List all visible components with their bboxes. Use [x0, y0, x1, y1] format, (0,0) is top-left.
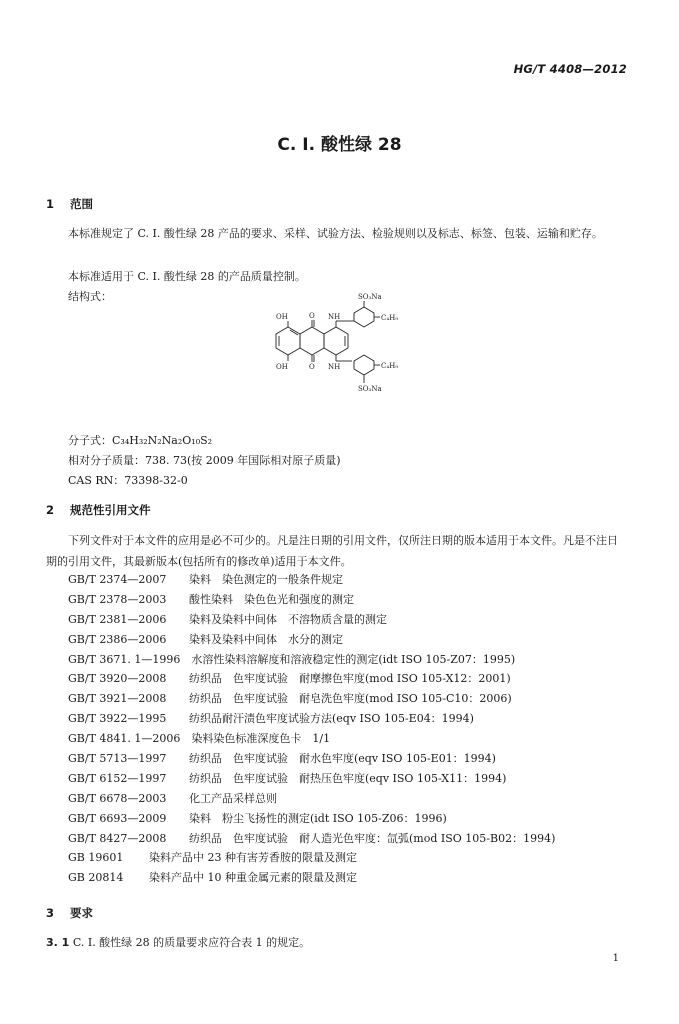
reference-code: GB/T 4841. 1—2006: [68, 732, 181, 746]
so3na-bottom-label: SO₃Na: [358, 385, 382, 393]
reference-code: GB/T 8427—2008: [68, 831, 167, 845]
reference-title: 纺织品 色牢度试验 耐人造光色牢度：氙弧(mod ISO 105-B02：1994): [189, 831, 556, 845]
section-2-heading: [46, 502, 151, 518]
reference-item: [68, 729, 555, 749]
reference-title: 纺织品 色牢度试验 耐摩擦色牢度(mod ISO 105-X12：2001): [189, 672, 511, 686]
reference-code: GB/T 2386—2006: [68, 632, 167, 646]
page-number: 1: [612, 953, 619, 964]
nh-top-label: NH: [328, 313, 341, 321]
molecular-mass: 相对分子质量：738. 73(按 2009 年国际相对原子质量): [68, 454, 341, 467]
subsection-text: C. I. 酸性绿 28 的质量要求应符合表 1 的规定。: [72, 936, 311, 949]
reference-list: [68, 570, 555, 888]
reference-code: GB/T 3920—2008: [68, 672, 167, 686]
normative-references-paragraph: 下列文件对于本文件的应用是必不可少的。凡是注日期的引用文件，仅所注日期的版本适用于本文件。凡是不注日期的引用文件，其最新版本(包括所有的修改单)适用于本文件。: [46, 534, 618, 568]
reference-title: 染料产品中 10 种重金属元素的限量及测定: [149, 871, 357, 885]
o-bottom-label: O: [309, 363, 315, 371]
reference-title: 纺织品 色牢度试验 耐水色牢度(eqv ISO 105-E01：1994): [189, 752, 496, 766]
reference-item: [68, 669, 555, 689]
reference-title: 纺织品 色牢度试验 耐热压色牢度(eqv ISO 105-X11：1994): [189, 771, 507, 785]
section-title: 规范性引用文件: [70, 503, 151, 517]
structure-label: 结构式：: [68, 290, 112, 303]
reference-title: 酸性染料 染色色光和强度的测定: [189, 592, 354, 606]
reference-code: GB/T 5713—1997: [68, 752, 167, 766]
reference-item: [68, 749, 555, 769]
so3na-top-label: SO₃Na: [358, 293, 382, 301]
right-benzene-ring: [324, 327, 348, 355]
reference-code: GB/T 2378—2003: [68, 592, 167, 606]
reference-item: [68, 829, 555, 849]
subsection-3-1: [46, 934, 310, 950]
reference-item: [68, 868, 555, 888]
reference-code: GB/T 2374—2007: [68, 573, 167, 586]
reference-title: 染料及染料中间体 不溶物质含量的测定: [189, 612, 387, 626]
scope-paragraph: 本标准规定了 C. I. 酸性绿 28 产品的要求、采样、试验方法、检验规则以及标志、标签、包装、运输和贮存。: [68, 227, 603, 240]
section-number: 1: [46, 197, 55, 211]
reference-title: 染料产品中 23 种有害芳香胺的限量及测定: [149, 851, 357, 865]
o-top-label: O: [309, 312, 315, 320]
reference-item: [68, 809, 555, 829]
reference-title: 染料及染料中间体 水分的测定: [189, 632, 343, 646]
reference-item: [68, 650, 555, 670]
reference-code: GB 19601: [68, 851, 124, 865]
reference-item: [68, 590, 555, 610]
top-phenyl-ring: [354, 307, 374, 327]
c4h9-bottom-label: C₄H₉: [381, 362, 399, 370]
reference-code: GB/T 2381—2006: [68, 612, 167, 626]
reference-code: GB/T 3922—1995: [68, 712, 167, 726]
scope-applicability: 本标准适用于 C. I. 酸性绿 28 的产品质量控制。: [68, 270, 306, 283]
reference-item: [68, 789, 555, 809]
reference-item: [68, 848, 555, 868]
reference-item: [68, 630, 555, 650]
reference-code: GB/T 3671. 1—1996: [68, 652, 181, 666]
section-1-heading: [46, 196, 93, 212]
section-title: 要求: [70, 906, 94, 920]
oh-top-label: OH: [276, 313, 288, 321]
molecular-formula: 分子式：C₃₄H₃₂N₂Na₂O₁₀S₂: [68, 434, 213, 447]
reference-code: GB/T 6678—2003: [68, 791, 167, 805]
standard-code: HG/T 4408—2012: [513, 62, 627, 76]
reference-item: [68, 570, 555, 590]
reference-title: 纺织品 色牢度试验 耐皂洗色牢度(mod ISO 105-C10：2006): [189, 692, 512, 706]
cas-number: CAS RN：73398-32-0: [68, 474, 188, 487]
reference-title: 水溶性染料溶解度和溶液稳定性的测定(idt ISO 105-Z07：1995): [191, 652, 516, 666]
reference-code: GB 20814: [68, 871, 124, 885]
section-title: 范围: [70, 197, 94, 211]
reference-code: GB/T 6693—2009: [68, 811, 167, 825]
reference-title: 纺织品耐汗渍色牢度试验方法(eqv ISO 105-E04：1994): [189, 712, 474, 726]
reference-code: GB/T 3921—2008: [68, 692, 167, 706]
section-3-heading: [46, 905, 93, 921]
reference-item: [68, 769, 555, 789]
reference-title: 化工产品采样总则: [189, 791, 277, 805]
document-title: C. I. 酸性绿 28: [277, 135, 402, 155]
left-benzene-ring: [276, 327, 300, 355]
reference-title: 染料 粉尘飞扬性的测定(idt ISO 105-Z06：1996): [189, 811, 447, 825]
c4h9-top-label: C₄H₉: [381, 314, 399, 322]
reference-item: [68, 689, 555, 709]
bottom-phenyl-ring: [354, 355, 374, 375]
section-number: 2: [46, 503, 55, 517]
subsection-number: 3. 1: [46, 936, 70, 949]
reference-item: [68, 709, 555, 729]
reference-item: [68, 610, 555, 630]
nh-bottom-label: NH: [328, 363, 341, 371]
reference-title: 染料 染色测定的一般条件规定: [189, 573, 343, 586]
center-quinone-ring: [300, 327, 324, 355]
structural-formula: [266, 293, 416, 425]
reference-code: GB/T 6152—1997: [68, 771, 167, 785]
reference-title: 染料染色标准深度色卡 1/1: [191, 732, 331, 746]
oh-bottom-label: OH: [276, 363, 288, 371]
section-number: 3: [46, 906, 55, 920]
